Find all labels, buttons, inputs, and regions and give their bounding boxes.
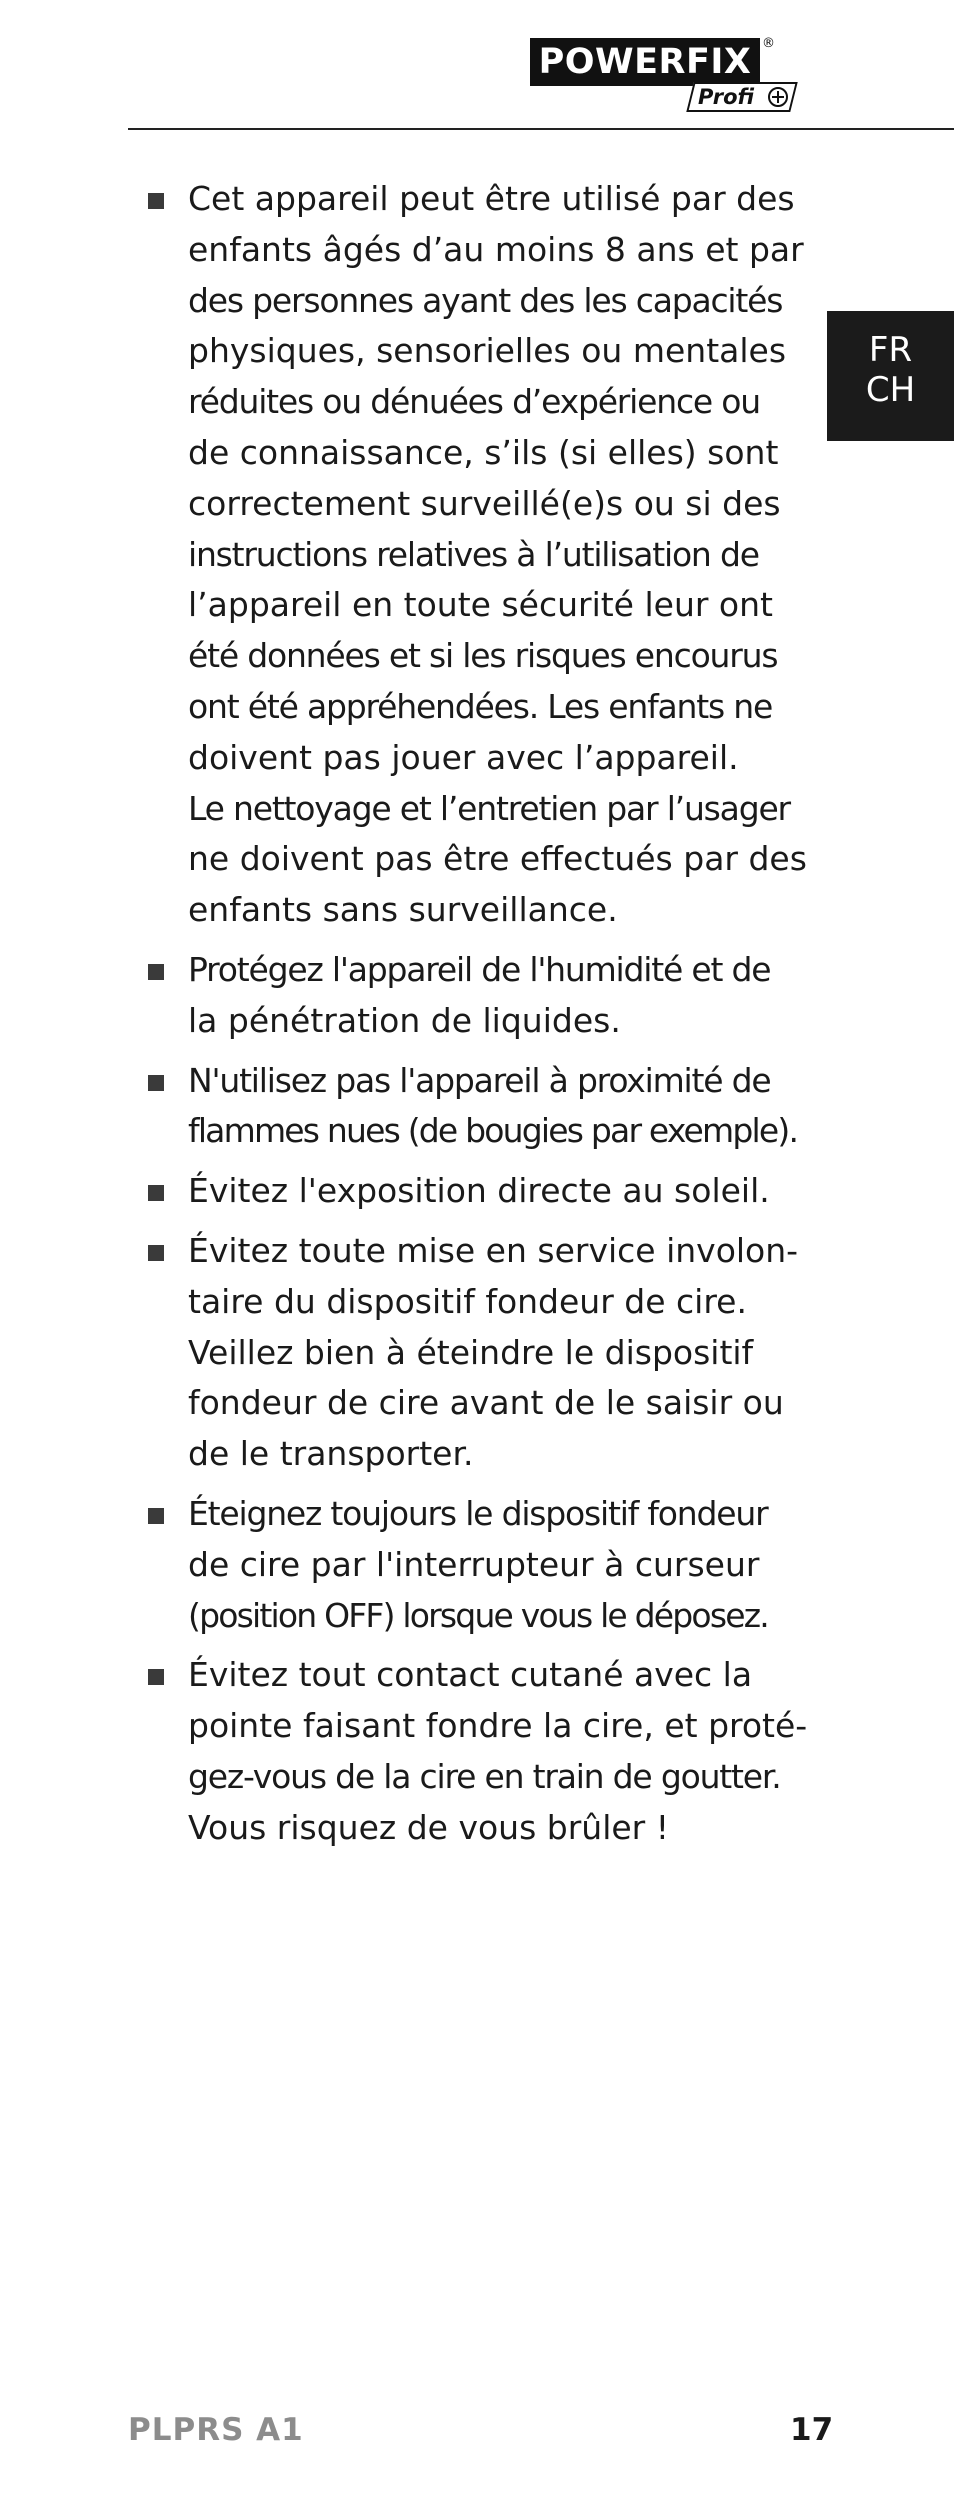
text-line: correctement surveillé(e)s ou si des	[188, 483, 781, 523]
list-item	[148, 1650, 818, 1853]
plus-circle-icon	[768, 87, 788, 107]
language-tab	[827, 311, 954, 441]
text-line: (position OFF) lorsque vous le déposez.	[188, 1595, 768, 1635]
text-line: instructions relatives à l’utilisation de	[188, 534, 759, 574]
text-line: Le nettoyage et l’entretien par l’usager	[188, 788, 790, 828]
safety-instructions-list	[148, 174, 818, 1863]
registered-mark: ®	[762, 36, 775, 51]
text-line: Éteignez toujours le dispositif fondeur	[188, 1493, 768, 1533]
text-line: Protégez l'appareil de l'humidité et de	[188, 949, 771, 989]
text-line: des personnes ayant des les capacités	[188, 280, 783, 320]
text-line: physiques, sensorielles ou mentales	[188, 331, 787, 371]
text-line: ne doivent pas être effectués par des	[188, 839, 807, 879]
text-line: l’appareil en toute sécurité leur ont	[188, 585, 773, 625]
text-line: Évitez toute mise en service involon-	[188, 1230, 799, 1270]
text-line: N'utilisez pas l'appareil à proximité de	[188, 1060, 771, 1100]
text-line: Cet appareil peut être utilisé par des	[188, 179, 795, 218]
text-line: Évitez tout contact cutané avec la	[188, 1655, 753, 1695]
text-line: gez-vous de la cire en train de goutter.	[188, 1756, 781, 1796]
brand-sub: Profi	[698, 85, 755, 109]
text-line: pointe faisant fondre la cire, et proté-	[188, 1706, 808, 1746]
list-item	[148, 1166, 818, 1217]
powerfix-profi-logo	[530, 38, 805, 118]
header-divider	[128, 128, 954, 130]
page-number: 17	[790, 2412, 834, 2448]
text-line: de le transporter.	[188, 1434, 474, 1474]
list-item	[148, 1056, 818, 1158]
text-line: Veillez bien à éteindre le dispositif	[188, 1332, 754, 1372]
text-line: Vous risquez de vous brûler !	[188, 1807, 669, 1847]
text-line: réduites ou dénuées d’expérience ou	[188, 382, 760, 422]
text-line: Évitez l'exposition directe au soleil.	[188, 1171, 770, 1211]
text-line: flammes nues (de bougies par exemple).	[188, 1111, 798, 1151]
list-item	[148, 1489, 818, 1641]
brand-name: POWERFIX	[530, 38, 760, 86]
text-line: de connaissance, s’ils (si elles) sont	[188, 432, 779, 472]
text-line: enfants âgés d’au moins 8 ans et par	[188, 229, 804, 269]
text-line: taire du dispositif fondeur de cire.	[188, 1281, 747, 1321]
list-item	[148, 174, 818, 936]
list-item	[148, 1226, 818, 1480]
text-line: été données et si les risques encourus	[188, 636, 778, 676]
text-line: enfants sans surveillance.	[188, 890, 618, 930]
footer-model-name: PLPRS A1	[128, 2412, 304, 2448]
text-line: la pénétration de liquides.	[188, 1000, 621, 1040]
text-line: fondeur de cire avant de le saisir ou	[188, 1383, 784, 1423]
language-code-ch: CH	[865, 370, 916, 410]
brand-sub-badge	[686, 82, 797, 112]
text-line: doivent pas jouer avec l’appareil.	[188, 737, 739, 777]
text-line: ont été appréhendées. Les enfants ne	[188, 686, 773, 726]
language-code-fr: FR	[868, 330, 913, 370]
list-item	[148, 945, 818, 1047]
text-line: de cire par l'interrupteur à curseur	[188, 1544, 760, 1584]
